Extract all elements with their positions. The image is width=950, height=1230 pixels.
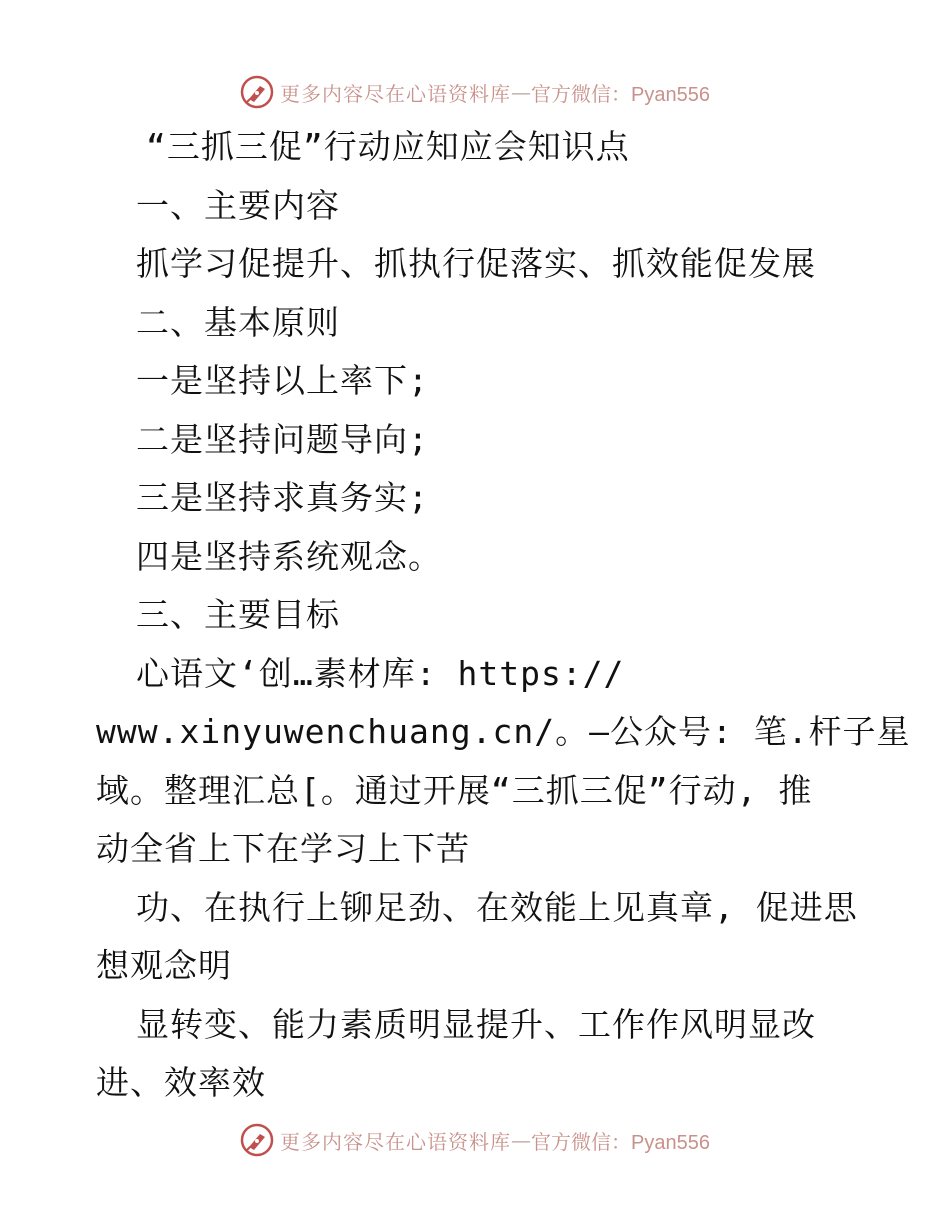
watermark-banner-bottom	[0, 1120, 950, 1160]
paragraph-line: 想观念明	[96, 946, 232, 985]
document-body	[96, 118, 911, 1113]
watermark-text: 更多内容尽在心语资料库	[280, 81, 512, 106]
paragraph-line: 显转变、能力素质明显提升、工作作风明显改	[136, 1004, 816, 1044]
watermark-banner-top	[0, 72, 950, 112]
section-heading-principles: 二、基本原则	[136, 302, 340, 342]
pen-nib-logo-icon	[240, 75, 274, 109]
watermark-separator: —	[511, 1128, 532, 1152]
section-heading-goals: 三、主要目标	[136, 595, 340, 634]
paragraph-line: 抓学习促提升、抓执行促落实、抓效能促发展	[136, 244, 816, 283]
principle-item: 四是坚持系统观念。	[136, 536, 442, 576]
principle-item: 二是坚持问题导向;	[136, 419, 429, 459]
watermark-text: 更多内容尽在心语资料库	[280, 1129, 512, 1154]
section-heading-main-content: 一、主要内容	[136, 185, 340, 225]
watermark-contact: 官方微信：Pyan556	[531, 83, 710, 106]
paragraph-line: 进、效率效	[96, 1063, 266, 1102]
pen-nib-logo-icon	[240, 1123, 274, 1157]
paragraph-line: 功、在执行上铆足劲、在效能上见真章, 促进思	[136, 887, 858, 927]
paragraph-line: 域。整理汇总[。通过开展“三抓三促”行动, 推	[96, 770, 813, 810]
principle-item: 三是坚持求真务实;	[136, 478, 429, 517]
principle-item: 一是坚持以上率下;	[136, 361, 429, 400]
paragraph-line: 动全省上下在学习上下苦	[96, 829, 470, 868]
paragraph-line: 心语文‘创…素材库: https://	[136, 653, 625, 693]
paragraph-line: www.xinyuwenchuang.cn/。—公众号: 笔.杆子星	[96, 712, 911, 751]
watermark-separator: —	[511, 80, 532, 104]
watermark-contact: 官方微信：Pyan556	[531, 1131, 710, 1154]
document-title: “三抓三促”行动应知应会知识点	[146, 127, 630, 166]
